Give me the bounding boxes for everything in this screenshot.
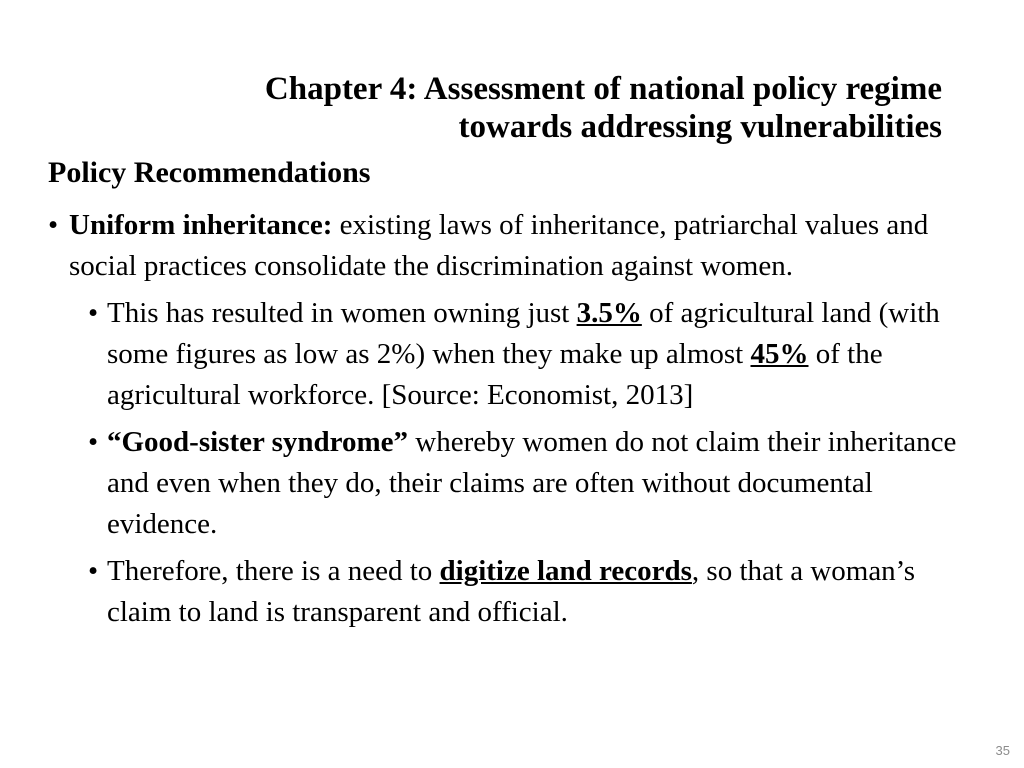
sub-bullet-marker: • (88, 426, 99, 458)
sub-bullet-text: whereby women do not claim their inheritance and even when they do, their claims are often without documental evidence. (107, 426, 957, 540)
sub-bullet-text-b: , so that a woman’s claim to land is transparent and official. (107, 555, 916, 628)
sub-bullet-land-ownership (48, 293, 978, 416)
sub-bullet-digitize (48, 551, 978, 633)
sub-bullet-good-sister (48, 422, 978, 545)
bullet-marker: • (48, 209, 59, 241)
sub-bullet-text-b: of agricultural land (with some figures as low as 2%) when they make up almost (107, 297, 940, 370)
sub-bullet-lead: “Good-sister syndrome” (107, 426, 409, 458)
bullet-text: existing laws of inheritance, patriarchal values and social practices consolidate the discrimination against women. (69, 209, 929, 282)
sub-bullet-list (48, 293, 978, 633)
digitize-land-records: digitize land records (439, 555, 692, 587)
title-line-1: Chapter 4: Assessment of national policy regime (264, 71, 942, 107)
workforce-share-figure: 45% (750, 338, 809, 370)
page-number: 35 (995, 743, 1010, 758)
bullet-content (48, 205, 978, 639)
title-line-2: towards addressing vulnerabilities (458, 109, 942, 145)
slide-title (82, 70, 942, 146)
bullet-uniform-inheritance (48, 205, 978, 287)
land-share-figure: 3.5% (576, 297, 642, 329)
section-heading: Policy Recommendations (48, 156, 371, 189)
bullet-lead: Uniform inheritance: (69, 209, 333, 241)
sub-bullet-text-a: Therefore, there is a need to (107, 555, 440, 587)
sub-bullet-marker: • (88, 555, 99, 587)
sub-bullet-text-c: of the agricultural workforce. [Source: Economist, 2013] (107, 338, 883, 411)
sub-bullet-text-a: This has resulted in women owning just (107, 297, 577, 329)
sub-bullet-marker: • (88, 297, 99, 329)
